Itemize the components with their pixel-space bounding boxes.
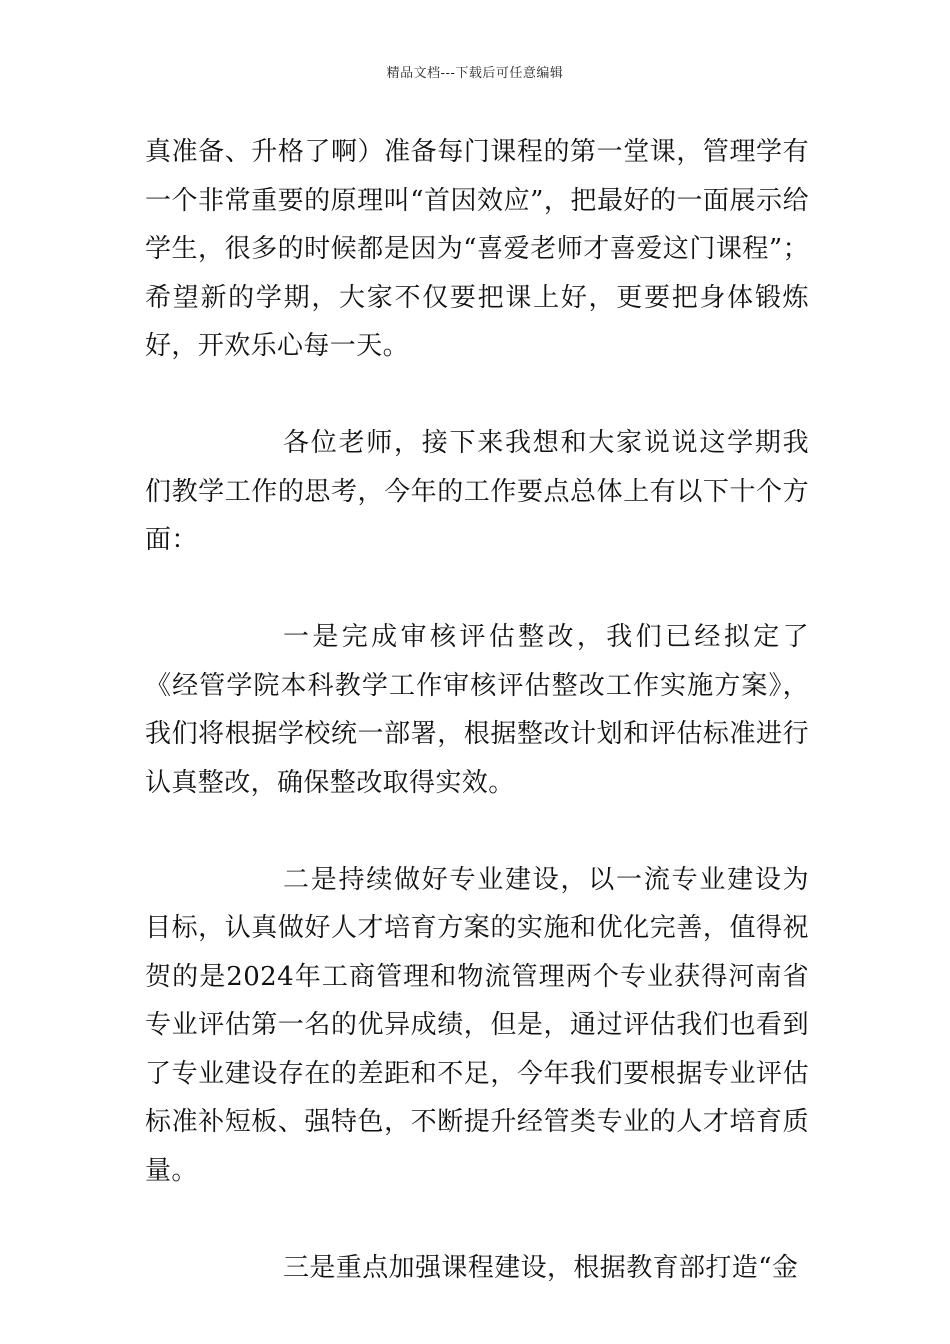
paragraph-intro: 各位老师，接下来我想和大家说说这学期我们教学工作的思考，今年的工作要点总体上有以下十个方面：: [145, 428, 809, 555]
paragraph-continuation: 真准备、升格了啊）准备每门课程的第一堂课，管理学有一个非常重要的原理叫“首因效应”，把最好的一面展示给学生，很多的时候都是因为“喜爱老师才喜爱这门课程”；希望新的学期，大家不仅要把课上好，更要把身体锻炼好，开欢乐心每一天。: [145, 137, 809, 361]
document-body: [145, 128, 809, 1341]
page-header: 精品文档---下载后可任意编辑: [386, 66, 564, 81]
paragraph-point-2: 二是持续做好专业建设，以一流专业建设为目标，认真做好人才培育方案的实施和优化完善，值得祝贺的是2024年工商管理和物流管理两个专业获得河南省专业评估第一名的优异成绩，但是，通过评估我们也看到了专业建设存在的差距和不足，今年我们要根据专业评估标准补短板、强特色，不断提升经管类专业的人才培育质量。: [145, 864, 809, 1186]
paragraph-point-1: 一是完成审核评估整改，我们已经拟定了《经管学院本科教学工作审核评估整改工作实施方案》，我们将根据学校统一部署，根据整改计划和评估标准进行认真整改，确保整改取得实效。: [145, 622, 809, 798]
paragraph-point-3: 三是重点加强课程建设，根据教育部打造“金: [283, 1252, 799, 1283]
